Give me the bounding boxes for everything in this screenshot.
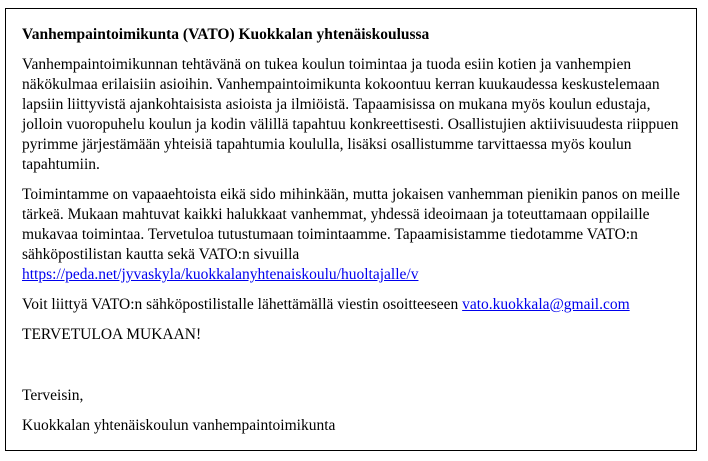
mailing-list-text: Voit liittyä VATO:n sähköpostilistalle lähettämällä viestin osoitteeseen xyxy=(22,296,459,313)
mailing-list-paragraph xyxy=(22,295,684,315)
closing xyxy=(22,386,684,436)
info-paragraph-text: Toimintamme on vapaaehtoista eikä sido mihinkään, mutta jokaisen vanhemman pienikin panos on meille tärkeä. Mukaan mahtuvat kaikki halukkaat vanhemmat, yhdessä ideoimaan ja toteuttamaan oppilaille mukavaa toimintaa. Tervetuloa tutustumaan toimintaamme. Tapaamisistamme tiedotamme VATO:n sähköpostilistan kautta sekä VATO:n sivuilla xyxy=(22,186,680,263)
vato-page-link[interactable]: https://peda.net/jyvaskyla/kuokkalanyhtenaiskoulu/huoltajalle/v xyxy=(22,266,419,283)
vato-email-link[interactable]: vato.kuokkala@gmail.com xyxy=(462,296,630,313)
greeting-text: Terveisin, xyxy=(22,387,84,404)
announcement-title: Vanhempaintoimikunta (VATO) Kuokkalan yhtenäiskoulussa xyxy=(22,26,430,43)
spacer xyxy=(22,355,684,386)
announcement-content xyxy=(22,25,684,446)
info-paragraph xyxy=(22,185,684,285)
announcement-box xyxy=(5,8,697,451)
welcome-text: TERVETULOA MUKAAN! xyxy=(22,326,202,343)
intro-paragraph: Vanhempaintoimikunnan tehtävänä on tukea koulun toimintaa ja tuoda esiin kotien ja vanhempien näkökulmaa erilaisiin asioihin. Vanhempaintoimikunta kokoontuu kerran kuukaudessa keskustelemaan lapsiin liittyvistä ajankohtaisista asioista ja ilmiöistä. Tapaamisissa on mukana myös koulun edustaja, jolloin vuoropuhelu koulun ja kodin välillä tapahtuu konkreettisesti. Osallistujien aktiivisuudesta riippuen pyrimme järjestämään yhteisiä tapahtumia koululla, lisäksi osallistumme tarvittaessa myös koulun tapahtumiin. xyxy=(22,56,679,173)
signature-text: Kuokkalan yhtenäiskoulun vanhempaintoimikunta xyxy=(22,417,336,434)
